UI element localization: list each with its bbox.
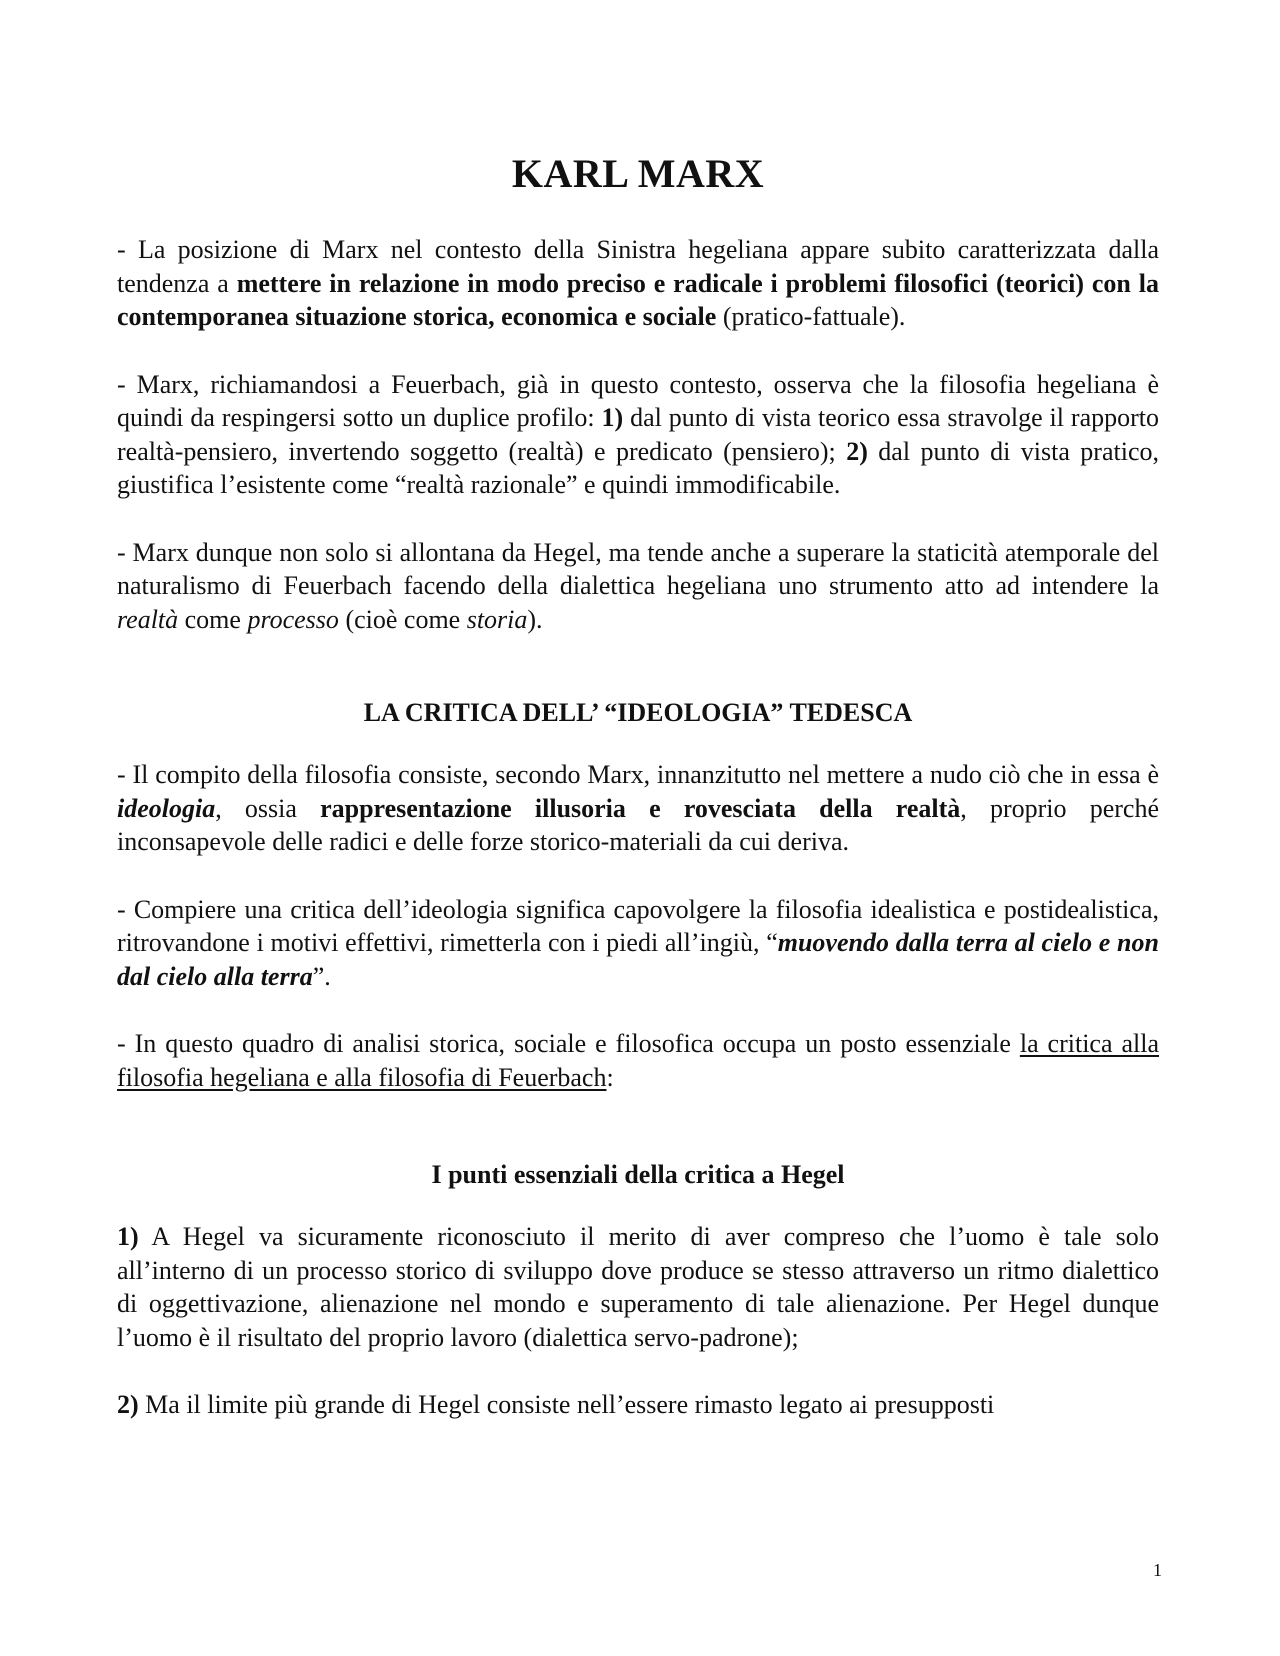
text-span: - Il compito della filosofia consiste, secondo Marx, innanzitutto nel mettere a nudo ciò che in essa è xyxy=(117,760,1159,789)
bold-text: mettere in relazione in modo preciso e radicale i problemi filosofici (teorici) con la contemporanea situazione storica, economica e sociale xyxy=(117,268,1159,331)
point-number: 2) xyxy=(846,436,868,466)
text-span: dal punto di vista pratico, giustifica l’esistente come “realtà razionale” e quindi immodificabile. xyxy=(117,436,1159,499)
section-heading-ideologia: LA CRITICA DELL’ “IDEOLOGIA” TEDESCA xyxy=(363,698,913,727)
paragraph-5 xyxy=(117,893,1159,994)
text-span: , ossia xyxy=(215,793,321,823)
text-span: - Marx, richiamandosi a Feuerbach, già in questo contesto, osserva che la filosofia hegeliana è quindi da respingersi sotto un duplice profilo: xyxy=(117,369,1159,432)
document-title: KARL MARX xyxy=(511,151,765,196)
paragraph-4 xyxy=(117,758,1159,859)
paragraph-1 xyxy=(117,233,1159,334)
text-span: ”. xyxy=(312,961,331,991)
paragraph-8 xyxy=(117,1388,1159,1422)
text-span: come xyxy=(178,604,248,634)
text-span: - In questo quadro di analisi storica, sociale e filosofica occupa un posto essenziale xyxy=(117,1029,1020,1058)
underlined-text: la critica alla filosofia hegeliana e alla filosofia di Feuerbach xyxy=(117,1029,1159,1092)
text-span: A Hegel va sicuramente riconosciuto il merito di aver compreso che l’uomo è tale solo all’interno di un processo storico di sviluppo dove produce se stesso attraverso un ritmo dialettico di oggettivazione, alienazione nel mondo e superamento di tale alienazione. Per Hegel dunque l’uomo è il risultato del proprio lavoro (dialettica servo-padrone); xyxy=(117,1222,1159,1352)
italic-text: processo xyxy=(247,604,339,634)
text-span: - La posizione di Marx nel contesto della Sinistra hegeliana appare subito caratterizzata dalla tendenza a xyxy=(117,235,1159,298)
text-span: (cioè come xyxy=(338,604,467,634)
paragraph-2 xyxy=(117,368,1159,502)
bold-text: rappresentazione illusoria e rovesciata della realtà xyxy=(320,793,961,823)
bold-italic-text: ideologia xyxy=(117,793,216,823)
text-span: (pratico-fattuale). xyxy=(716,302,906,331)
text-span: dal punto di vista teorico essa stravolge il rapporto realtà-pensiero, invertendo soggetto (realtà) e predicato (pensiero); xyxy=(117,403,1159,466)
text-span: ). xyxy=(527,604,543,634)
page-number: 1 xyxy=(1153,1560,1162,1580)
section-heading-hegel: I punti essenziali della critica a Hegel xyxy=(431,1160,845,1189)
text-span: Ma il limite più grande di Hegel consiste nell’essere rimasto legato ai presupposti xyxy=(138,1390,995,1419)
italic-text: storia xyxy=(466,604,528,634)
text-span: - Compiere una critica dell’ideologia significa capovolgere la filosofia idealistica e postidealistica, ritrovandone i motivi effettivi, rimetterla con i piedi all’ingiù, “ xyxy=(117,894,1159,957)
point-number: 2) xyxy=(117,1390,139,1419)
paragraph-3 xyxy=(117,536,1159,637)
text-span: - Marx dunque non solo si allontana da Hegel, ma tende anche a superare la staticità atemporale del naturalismo di Feuerbach facendo della dialettica hegeliana uno strumento atto ad intendere la xyxy=(117,537,1159,600)
point-number: 1) xyxy=(117,1222,139,1251)
paragraph-6 xyxy=(117,1027,1159,1094)
text-span: , proprio perché inconsapevole delle radici e delle forze storico-materiali da cui deriva. xyxy=(117,793,1159,856)
italic-text: realtà xyxy=(117,604,179,634)
paragraph-7 xyxy=(117,1220,1159,1354)
page-content xyxy=(117,150,1159,1456)
text-span: : xyxy=(606,1062,614,1092)
point-number: 1) xyxy=(601,403,624,432)
bold-italic-quote: muovendo dalla terra al cielo e non dal cielo alla terra xyxy=(117,928,1159,991)
